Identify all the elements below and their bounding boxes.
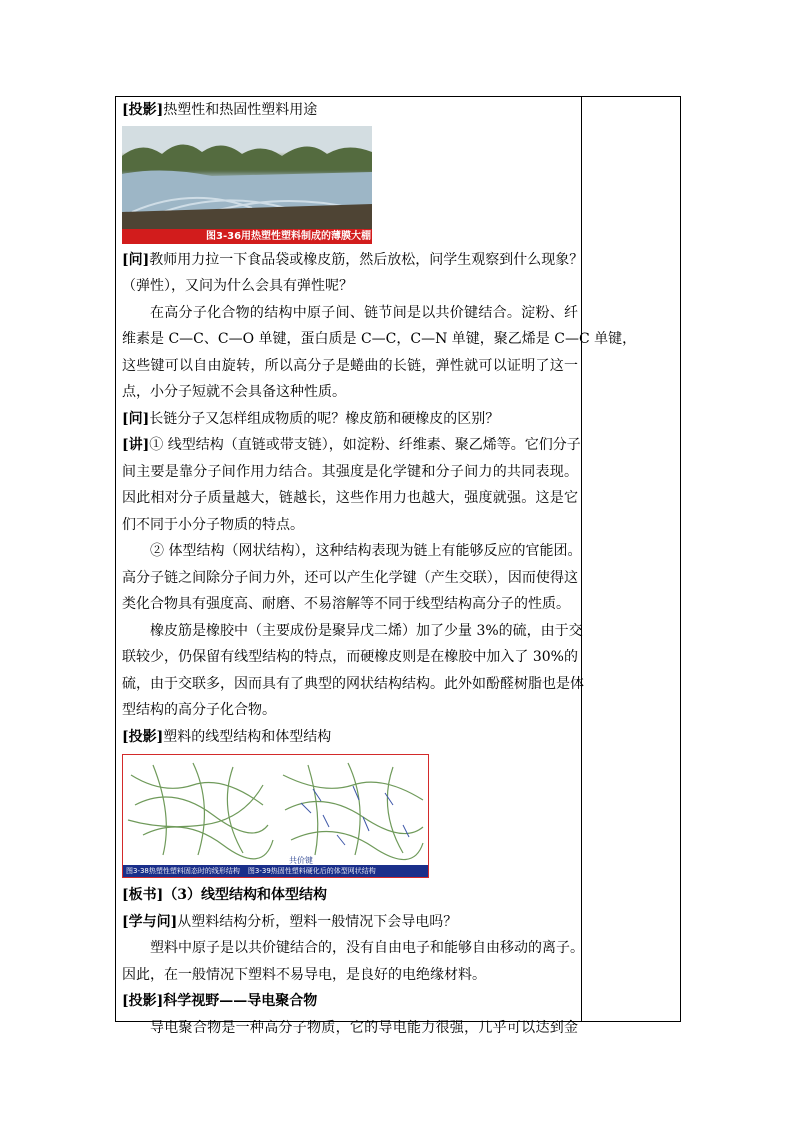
diagram-caption (123, 865, 428, 877)
paragraph-line: 橡皮筋是橡胶中（主要成份是聚异戊二烯）加了少量 3%的硫，由于交 (150, 622, 583, 639)
board-note-tag: [板书] (122, 887, 164, 903)
paragraph-line: 因此相对分子质量越大，链越长，这些作用力也越大，强度就强。这是它 (122, 490, 578, 506)
board-note-text: （3）线型结构和体型结构 (163, 887, 327, 903)
projection-title: 塑料的线型结构和体型结构 (163, 728, 332, 745)
lecture-text: ① 线型结构（直链或带支链），如淀粉、纤维素、聚乙烯等。它们分子 (149, 437, 581, 453)
lecture-line (122, 432, 581, 459)
projection-heading-1 (122, 97, 578, 124)
learn-ask-tag: [学与问] (122, 913, 178, 930)
paragraph-line: 维素是 C—C、C—O 单键，蛋白质是 C—C，C—N 单键，聚乙烯是 C—C 单键， (122, 331, 637, 347)
question-line-3 (122, 406, 578, 433)
paragraph-line: 点，小分子短就不会具备这种性质。 (122, 384, 346, 400)
paragraph-line: 导电聚合物是一种高分子物质，它的导电能力很强，几乎可以达到金 (150, 1019, 578, 1036)
paragraph-line: 在高分子化合物的结构中原子间、链节间是以共价键结合。淀粉、纤 (150, 304, 578, 321)
projection-tag: [投影] (122, 102, 164, 118)
greenhouse-illustration (122, 126, 372, 244)
polymer-chains-illustration (123, 755, 428, 863)
paragraph-line: 型结构的高分子化合物。 (122, 702, 276, 718)
question-tag: [问] (122, 251, 150, 268)
paragraph-line: 硫，由于交联多，因而具有了典型的网状结构结构。此外如酚醛树脂也是体 (122, 675, 584, 692)
question-line-2: （弹性），又问为什么会具有弹性呢？ (122, 278, 353, 294)
paragraph-line: 因此，在一般情况下塑料不易导电，是良好的电绝缘材料。 (122, 966, 486, 983)
paragraph-line: 高分子链之间除分子间力外，还可以产生化学键（产生交联），因而使得这 (122, 569, 578, 586)
question-line-1 (122, 247, 584, 274)
paragraph-line: 间主要是靠分子间作用力结合。其强度是化学键和分子间力的共同表现。 (122, 463, 578, 480)
paragraph-line: ② 体型结构（网状结构），这种结构表现为链上有能够反应的官能团。 (150, 543, 582, 559)
covalent-bond-label: 共价键 (289, 856, 313, 865)
diagram-caption-left: 图3-38热塑性塑料固态时的线形结构 (126, 867, 240, 875)
projection-title: 科学视野——导电聚合物 (163, 993, 318, 1009)
diagram-caption-right: 图3-39热固性塑料硬化后的体型网状结构 (247, 867, 376, 875)
question-text: 长链分子又怎样组成物质的呢？橡皮筋和硬橡皮的区别？ (149, 410, 500, 427)
paragraph-line: 这些键可以自由旋转，所以高分子是蜷曲的长链，弹性就可以证明了这一 (122, 357, 578, 374)
paragraph-line: 塑料中原子是以共价键结合的，没有自由电子和能够自由移动的离子。 (150, 940, 584, 956)
projection-title: 热塑性和热固性塑料用途 (163, 102, 318, 118)
learn-ask-line (122, 909, 578, 936)
projection-tag: [投影] (122, 728, 164, 745)
polymer-structure-diagram (122, 754, 429, 878)
projection-heading-3 (122, 988, 578, 1015)
greenhouse-photo (122, 126, 372, 244)
lesson-content-cell (122, 97, 637, 1041)
projection-heading-2 (122, 724, 578, 751)
lesson-table (115, 96, 681, 1036)
paragraph-line: 联较少，仍保留有线型结构的特点，而硬橡皮则是在橡胶中加入了 30%的 (122, 649, 578, 665)
lecture-tag: [讲] (122, 437, 150, 453)
photo-caption: 图3-36用热塑性塑料制成的薄膜大棚 (122, 229, 372, 244)
question-tag: [问] (122, 410, 150, 427)
question-text: 教师用力拉一下食品袋或橡皮筋，然后放松，问学生观察到什么现象？ (149, 251, 584, 268)
board-note-heading (122, 882, 578, 909)
projection-tag: [投影] (122, 993, 164, 1009)
paragraph-line: 们不同于小分子物质的特点。 (122, 516, 304, 533)
paragraph-line: 类化合物具有强度高、耐磨、不易溶解等不同于线型结构高分子的性质。 (122, 596, 570, 612)
learn-ask-text: 从塑料结构分析，塑料一般情况下会导电吗？ (177, 913, 458, 930)
